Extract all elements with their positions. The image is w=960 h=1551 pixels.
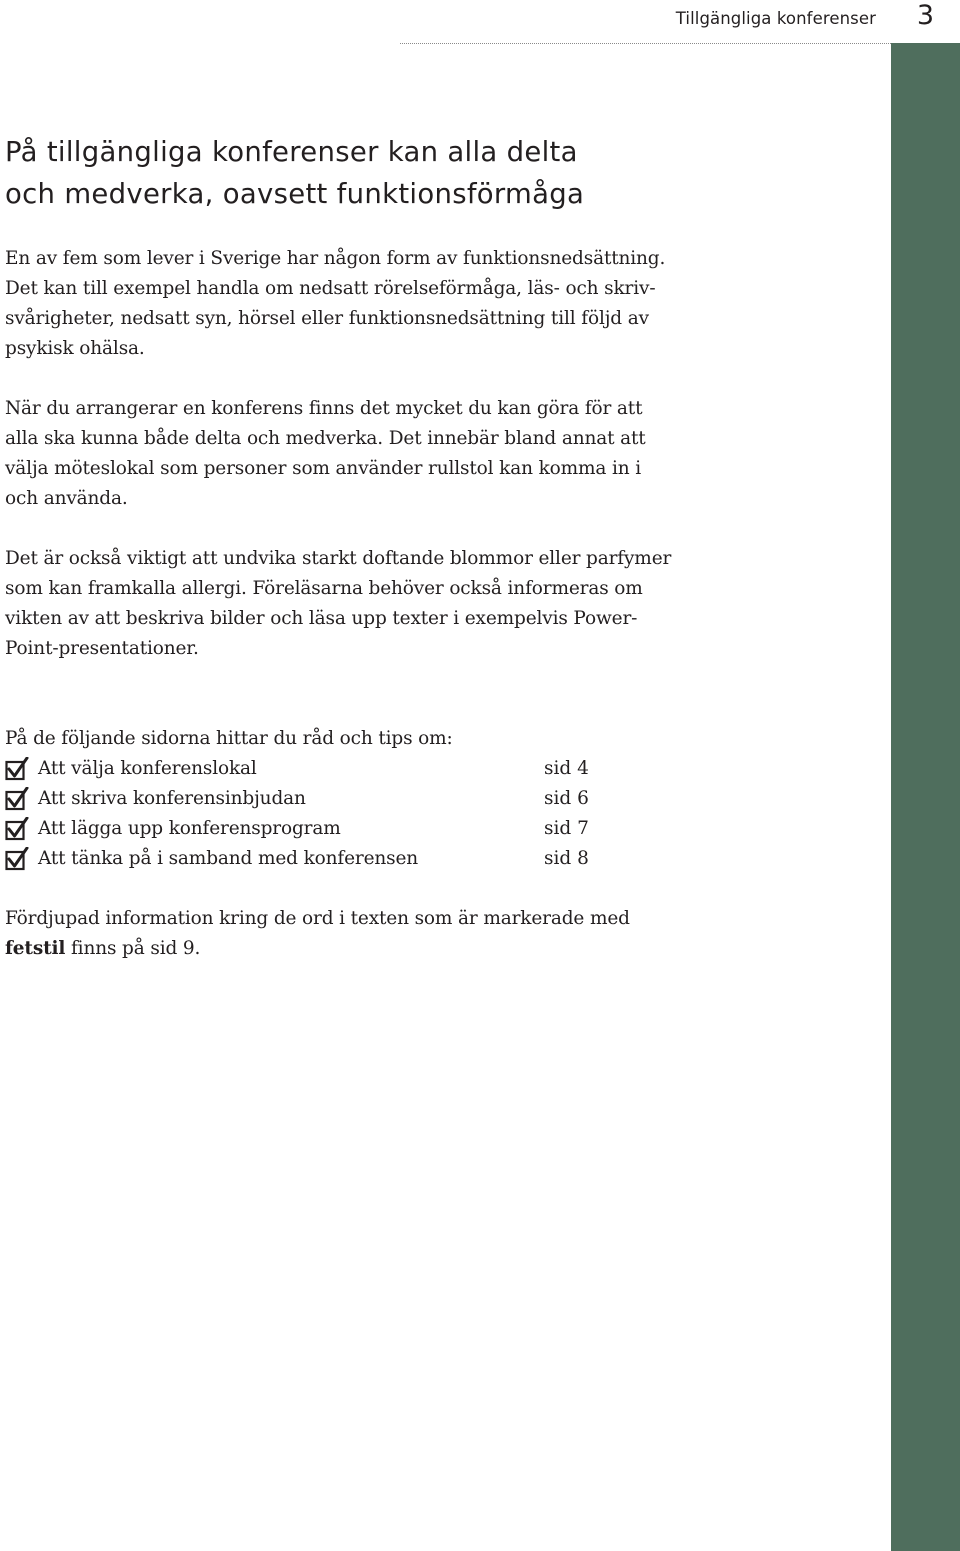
topics-checklist <box>5 754 605 874</box>
text-line: Fördjupad information kring de ord i texten som är markerade med <box>5 908 630 929</box>
text-line: psykisk ohälsa. <box>5 338 145 359</box>
text-line: Det kan till exempel handla om nedsatt rörelseförmåga, läs- och skriv- <box>5 278 656 299</box>
checkbox-checked-icon <box>5 847 29 871</box>
checkbox-checked-icon <box>5 817 29 841</box>
page-header <box>0 0 960 44</box>
checkbox-checked-icon <box>5 787 29 811</box>
running-header-title: Tillgängliga konferenser <box>675 9 876 28</box>
list-item <box>5 754 605 784</box>
text-line-with-bold <box>5 934 805 964</box>
text-line: På de följande sidorna hittar du råd och tips om: <box>5 728 453 749</box>
page-number: 3 <box>916 0 934 31</box>
paragraph-allergy <box>5 544 805 664</box>
list-item-label: Att lägga upp konferensprogram <box>38 818 341 839</box>
list-intro <box>5 724 805 754</box>
paragraph-glossary-note <box>5 904 805 964</box>
list-item-page: sid 6 <box>544 788 589 809</box>
checkbox-checked-icon <box>5 757 29 781</box>
text-line: vikten av att beskriva bilder och läsa upp texter i exempelvis Power- <box>5 608 638 629</box>
bold-term: fetstil <box>5 938 66 959</box>
text-line: och använda. <box>5 488 128 509</box>
text-line: Point-presentationer. <box>5 638 199 659</box>
text-line: som kan framkalla allergi. Föreläsarna behöver också informeras om <box>5 578 643 599</box>
heading-line-2: och medverka, oavsett funktionsförmåga <box>5 178 585 210</box>
list-item-label: Att tänka på i samband med konferensen <box>38 848 419 869</box>
list-item-page: sid 8 <box>544 848 589 869</box>
list-item-page: sid 4 <box>544 758 589 779</box>
side-accent-band <box>891 43 960 1551</box>
list-item-label: Att välja konferenslokal <box>38 758 257 779</box>
text-line: En av fem som lever i Sverige har någon form av funktionsnedsättning. <box>5 248 666 269</box>
list-item <box>5 844 605 874</box>
heading-line-1: På tillgängliga konferenser kan alla delta <box>5 136 578 168</box>
text-line: alla ska kunna både delta och medverka. Det innebär bland annat att <box>5 428 646 449</box>
text-line: välja möteslokal som personer som använder rullstol kan komma in i <box>5 458 642 479</box>
list-item-page: sid 7 <box>544 818 589 839</box>
text-line-rest: finns på sid 9. <box>65 938 201 959</box>
text-line: Det är också viktigt att undvika starkt doftande blommor eller parfymer <box>5 548 672 569</box>
paragraph-intro <box>5 244 805 364</box>
list-item <box>5 784 605 814</box>
list-item-label: Att skriva konferensinbjudan <box>38 788 306 809</box>
page-heading <box>5 131 765 215</box>
paragraph-arranging <box>5 394 805 514</box>
header-dotted-rule <box>400 43 891 44</box>
text-line: När du arrangerar en konferens finns det mycket du kan göra för att <box>5 398 643 419</box>
list-item <box>5 814 605 844</box>
text-line: svårigheter, nedsatt syn, hörsel eller funktionsnedsättning till följd av <box>5 308 649 329</box>
